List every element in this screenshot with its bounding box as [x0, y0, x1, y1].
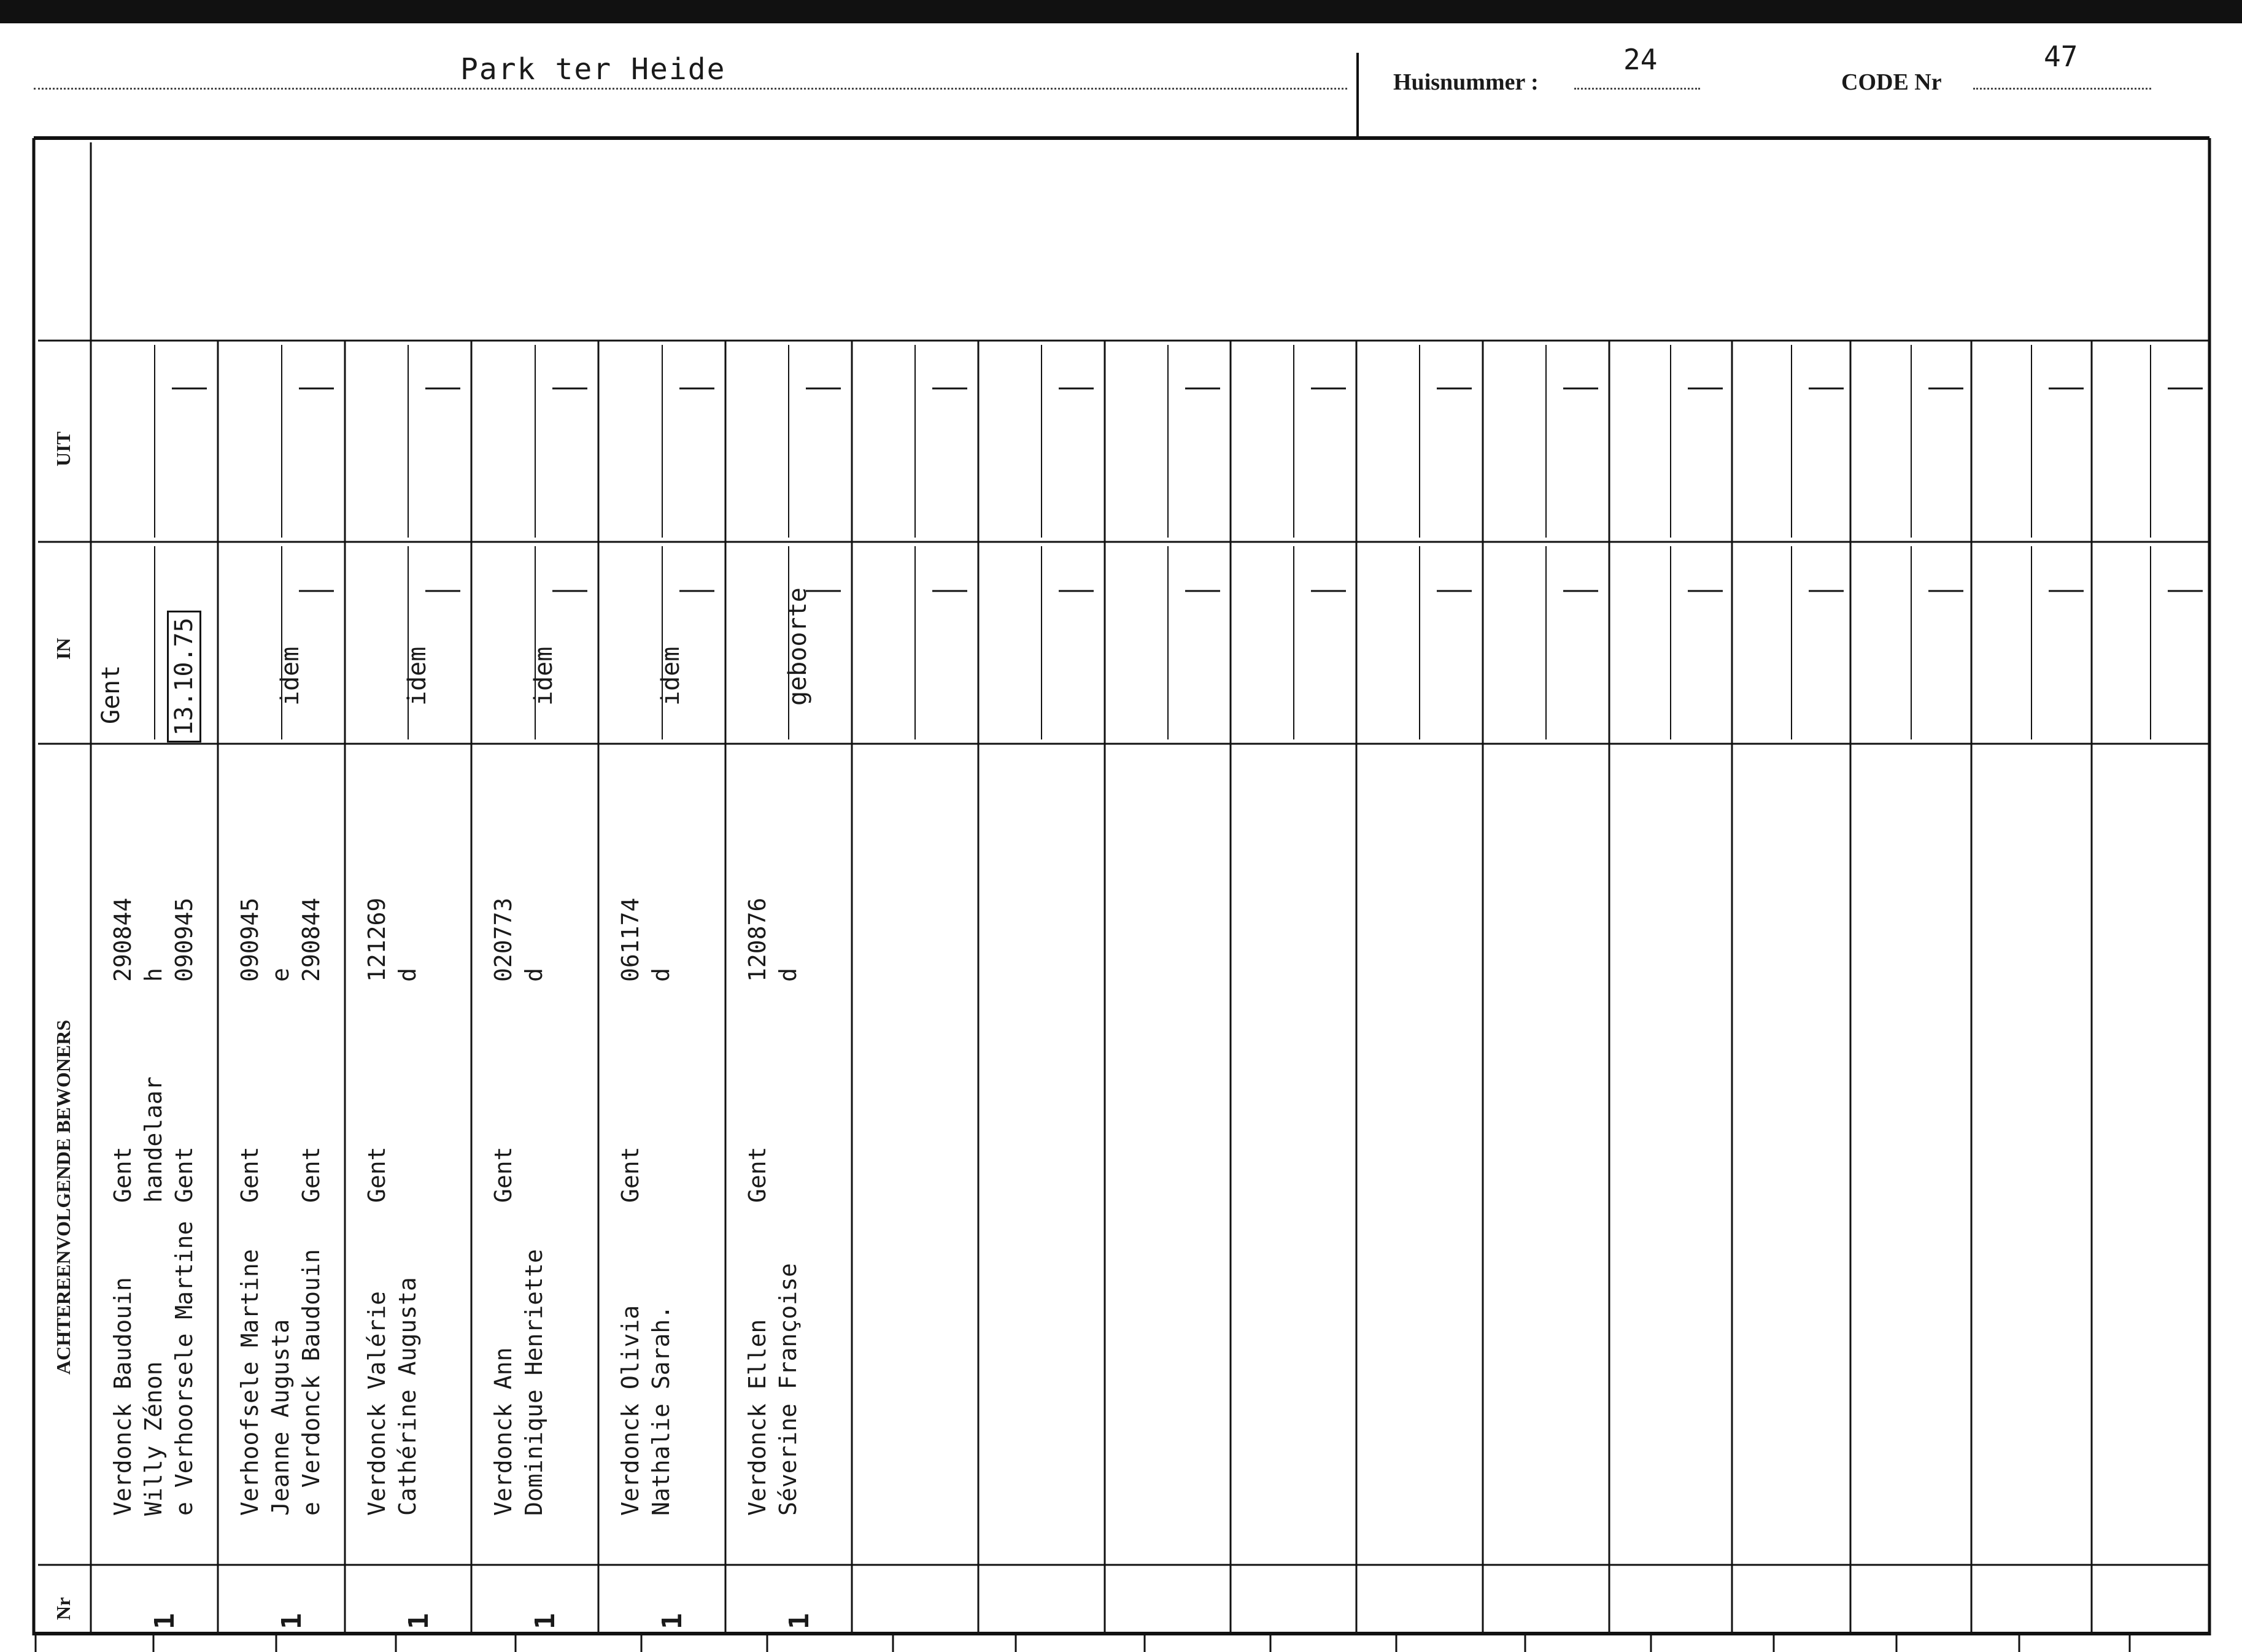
resident-place: Gent — [298, 1146, 325, 1203]
resident-code: d — [394, 968, 421, 982]
resident-code: 120876 — [744, 897, 771, 982]
in-value: idem — [657, 646, 685, 706]
resident-code: d — [520, 968, 547, 982]
house-number-value: 24 — [1623, 43, 1658, 76]
in-value: idem — [276, 646, 304, 706]
code-number-label: CODE Nr — [1841, 69, 1942, 95]
in-date: 13.10.75 — [167, 611, 201, 743]
resident-place: Gent — [490, 1146, 517, 1203]
resident-name: Verdonck Valérie — [363, 1291, 390, 1516]
resident-name: Séverine Françoise — [775, 1263, 802, 1516]
resident-name: Verhoofsele Martine — [236, 1249, 263, 1516]
resident-code: 020773 — [490, 897, 517, 982]
in-value: geboorte — [784, 587, 812, 706]
nr-column-label: Nr — [52, 1597, 74, 1620]
resident-name: Nathalie Sarah. — [647, 1305, 675, 1516]
resident-name: Cathérine Augusta — [394, 1277, 421, 1516]
nr-value: 1 — [276, 1613, 307, 1629]
resident-code: 090945 — [236, 897, 263, 982]
resident-code: d — [775, 968, 802, 982]
nr-value: 1 — [403, 1613, 435, 1629]
nr-value: 1 — [657, 1613, 688, 1629]
resident-place: Gent — [744, 1146, 771, 1203]
resident-place: Gent — [617, 1146, 644, 1203]
resident-name: Dominique Henriette — [520, 1249, 547, 1516]
resident-code: e — [267, 968, 294, 982]
resident-name: Verdonck Ellen — [744, 1319, 771, 1516]
in-value: idem — [530, 646, 558, 706]
resident-code: 290844 — [109, 897, 136, 982]
resident-name: Verdonck Ann — [490, 1347, 517, 1516]
resident-code: 061174 — [617, 897, 644, 982]
in-column-label: IN — [52, 638, 74, 660]
resident-place: handelaar — [140, 1076, 167, 1203]
resident-code: d — [647, 968, 675, 982]
resident-code: 090945 — [171, 897, 198, 982]
resident-name: Willy Zénon — [140, 1361, 167, 1516]
street-name: Park ter Heide — [460, 52, 726, 87]
house-number-label: Huisnummer : — [1393, 69, 1539, 95]
resident-code: 290844 — [298, 897, 325, 982]
resident-place: Gent — [109, 1146, 136, 1203]
resident-code: 121269 — [363, 897, 390, 982]
resident-name: Verdonck Baudouin — [109, 1277, 136, 1516]
resident-place: Gent — [236, 1146, 263, 1203]
in-place: Gent — [97, 665, 125, 724]
resident-place: Gent — [363, 1146, 390, 1203]
resident-code: h — [140, 968, 167, 982]
resident-name: e Verdonck Baudouin — [298, 1249, 325, 1516]
nr-value: 1 — [530, 1613, 561, 1629]
resident-name: e Verhoorsele Martine — [171, 1221, 198, 1516]
resident-place: Gent — [171, 1146, 198, 1203]
code-number-value: 47 — [2044, 40, 2078, 73]
resident-name: Jeanne Augusta — [267, 1319, 294, 1516]
in-value: idem — [403, 646, 431, 706]
resident-name: Verdonck Olivia — [617, 1305, 644, 1516]
out-column-label: UIT — [52, 431, 74, 466]
nr-value: 1 — [784, 1613, 815, 1629]
nr-value: 1 — [149, 1613, 180, 1629]
residents-column-label: ACHTEREENVOLGENDE BEWONERS — [52, 1019, 74, 1375]
